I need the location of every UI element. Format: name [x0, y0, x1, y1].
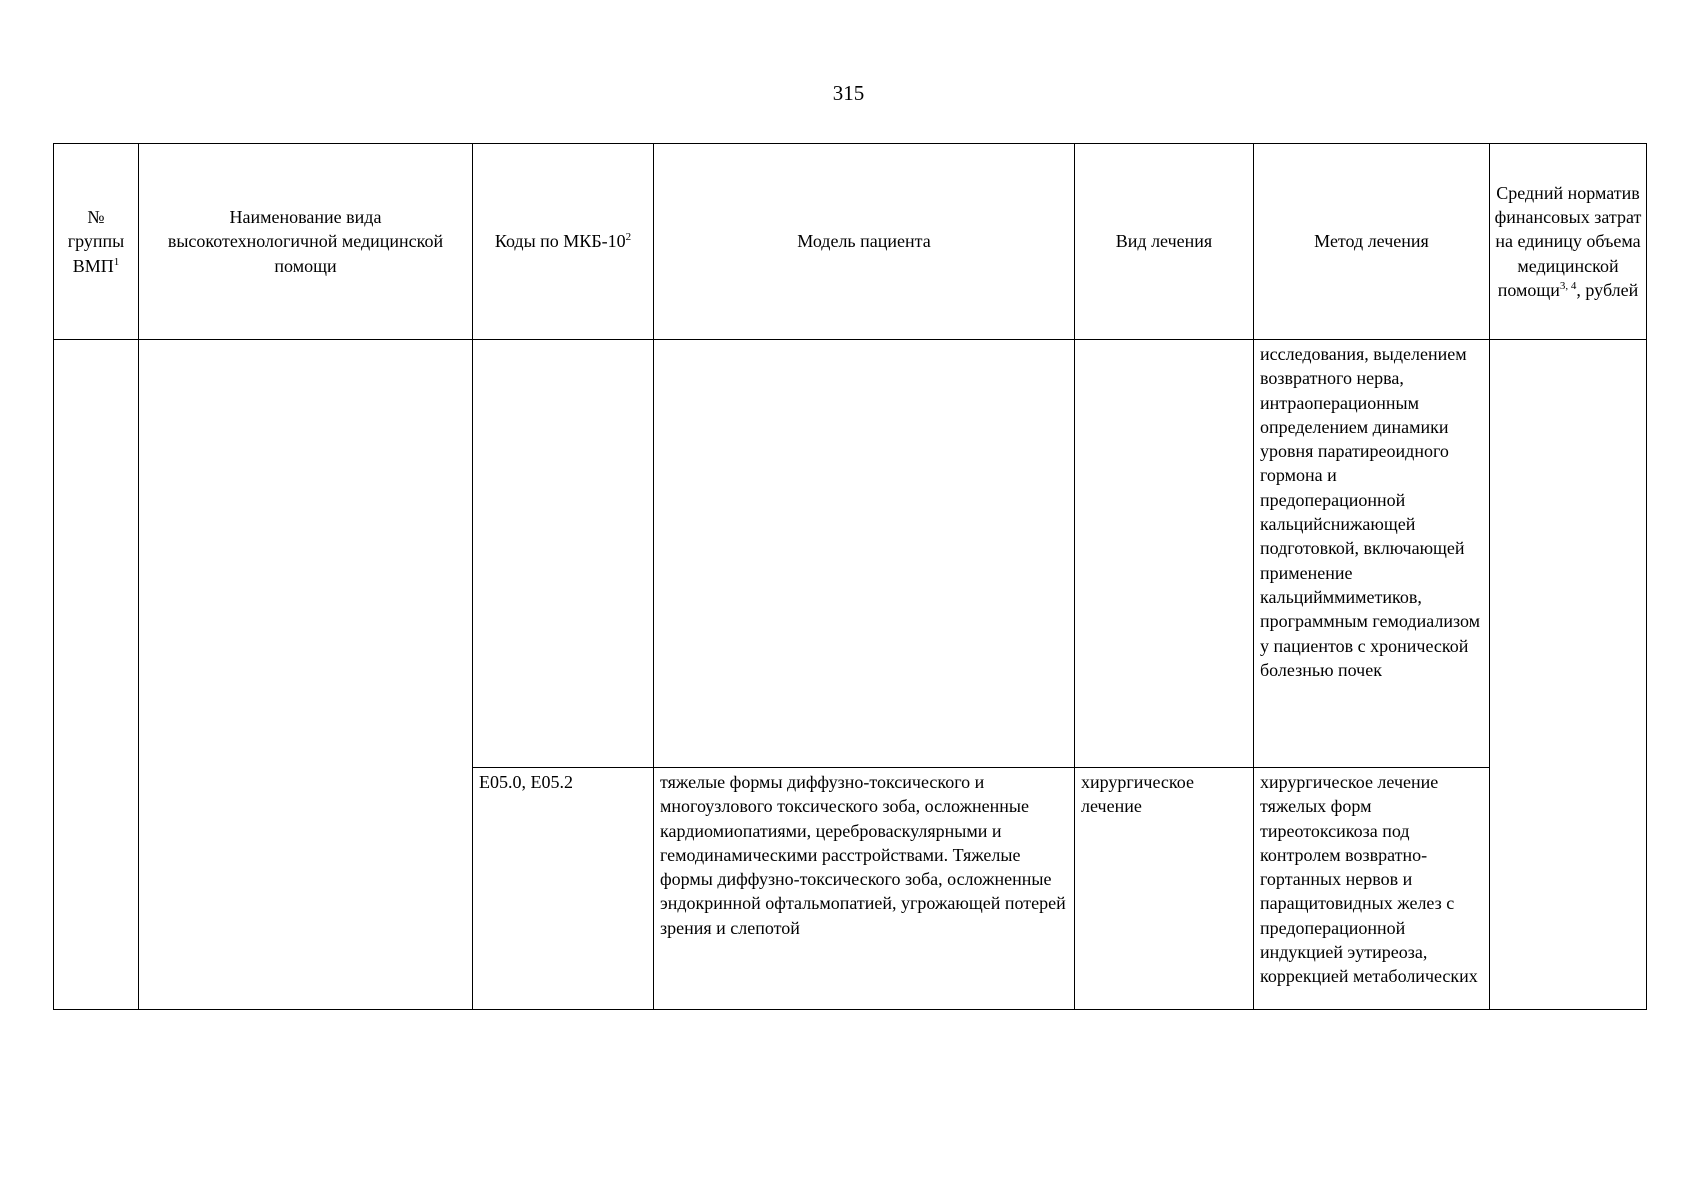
treatment-method-text: хирургическое лечение тяжелых форм тиреотоксикоза под контролем возвратно-гортанных нервов и паращитовидных желез с предоперационной индукцией эутиреоза, коррекцией метаболических [1260, 772, 1478, 987]
header-codes: Коды по МКБ-$10^2$ [473, 144, 654, 340]
vmp-table [53, 143, 1647, 1010]
cell-treatment-type [1075, 768, 1254, 1010]
cell-name [139, 340, 473, 1010]
table-row [54, 340, 1647, 768]
cell-treatment-method [1254, 768, 1490, 1010]
cell-cost [1490, 340, 1647, 1010]
header-treatment-type: Вид лечения [1075, 144, 1254, 340]
header-group-no: № группы ВМП$^1$ [54, 144, 139, 340]
header-treatment-method: Метод лечения [1254, 144, 1490, 340]
cell-codes [473, 768, 654, 1010]
header-cost: Средний норматив финансовых затрат на единицу объема медицинской помощи$^{3, 4}$, рублей [1490, 144, 1647, 340]
treatment-method-text: исследования, выделением возвратного нерва, интраоперационным определением динамики уровня паратиреоидного гормона и предоперационной кальцийснижающей подготовкой, включающей применение кальцийммиметиков, программным гемодиализом у пациентов с хронической болезнью почек [1260, 344, 1481, 680]
patient-model-text: тяжелые формы диффузно-токсического и многоузлового токсического зоба, осложненные кардиомиопатиями, цереброваскулярными и гемодинамическими расстройствами. Тяжелые формы диффузно-токсического зоба, осложненные эндокринной офтальмопатией, угрожающей потерей зрения и слепотой [660, 772, 1066, 938]
cell-codes [473, 340, 654, 768]
page-number: 315 [832, 81, 865, 105]
cell-patient-model [654, 340, 1075, 768]
treatment-type-text: хирургическое лечение [1081, 772, 1194, 817]
cell-patient-model [654, 768, 1075, 1010]
header-patient-model: Модель пациента [654, 144, 1075, 340]
cell-group-no [54, 340, 139, 1010]
header-name: Наименование вида высокотехнологичной медицинской помощи [139, 144, 473, 340]
cell-treatment-method [1254, 340, 1490, 768]
codes-text: E05.0, E05.2 [479, 772, 573, 792]
cell-treatment-type [1075, 340, 1254, 768]
table-header-row [54, 144, 1647, 340]
